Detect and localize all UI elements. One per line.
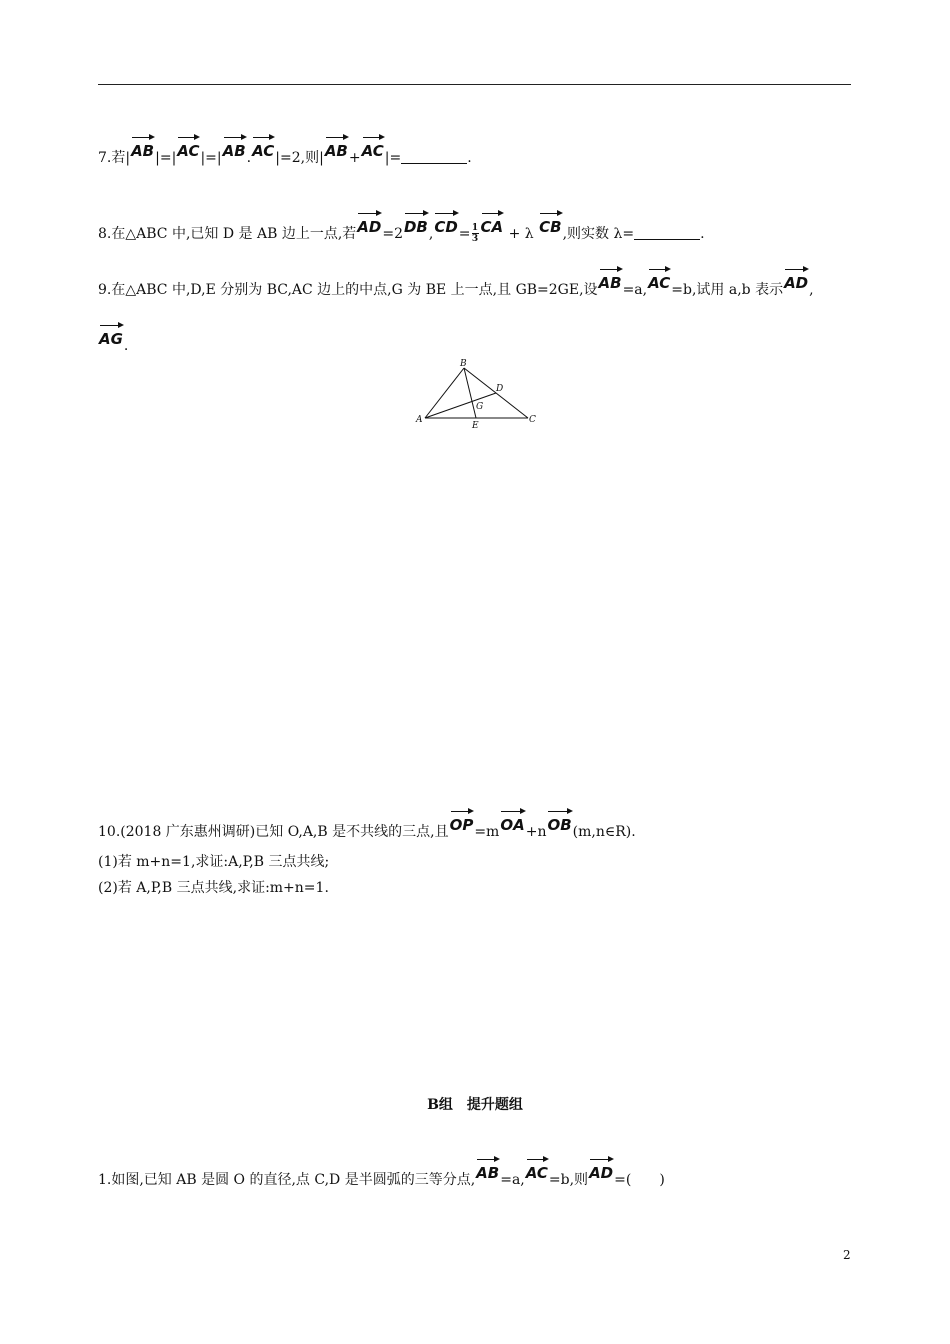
section-heading: B组 提升题组 [427,1097,523,1113]
vector-ad: AD [357,210,381,237]
vector-ab: AB [131,134,154,161]
vector-ac: AC [648,266,670,293]
label-c: C [529,415,536,425]
vector-ab: AB [325,134,348,161]
problem-10-part-1: (1)若 m+n=1,求证:A,P,B 三点共线; [98,854,330,870]
vector-ab: AB [223,134,246,161]
problem-7: 7.若|AB|=|AC|=|AB.AC|=2,则|AB+AC|= . [98,134,472,168]
triangle-figure [408,358,548,430]
problem-9-continued: AG. [98,322,128,356]
label-e: E [472,421,479,430]
segment-ad [425,393,496,418]
vector-ac: AC [177,134,199,161]
vector-ag: AG [99,322,123,349]
vector-ab: AB [599,266,622,293]
label-g: G [476,402,484,412]
vector-ac: AC [362,134,384,161]
problem-10-part-2: (2)若 A,P,B 三点共线,求证:m+n=1. [98,880,329,896]
label-d: D [496,384,504,394]
problem-10: 10.(2018 广东惠州调研)已知 O,A,B 是不共线的三点,且OP=mOA+nOB(m,n∈R). [98,808,636,842]
vector-ob: OB [547,808,571,835]
vector-cd: CD [434,210,457,237]
problem-8: 8.在△ABC 中,已知 D 是 AB 边上一点,若AD=2DB,CD= $\frac{1}{3}$ CA + λ CB,则实数 λ= . [98,210,705,244]
answer-blank[interactable] [401,149,467,164]
vector-ab: AB [476,1156,499,1183]
problem-9: 9.在△ABC 中,D,E 分别为 BC,AC 边上的中点,G 为 BE 上一点,且 GB=2GE,设AB=a,AC=b,试用 a,b 表示AD, [98,266,814,300]
vector-ac: AC [526,1156,548,1183]
header-rule [98,84,851,85]
fraction-one-third: $\frac{1}{3}$ [471,223,479,244]
answer-blank[interactable] [634,225,700,240]
vector-db: DB [404,210,428,237]
b-problem-1: 1.如图,已知 AB 是圆 O 的直径,点 C,D 是半圆弧的三等分点,AB=a,AC=b,则AD=( ) [98,1156,665,1190]
segment-ab [425,368,464,418]
problem-number: 7. [98,150,112,166]
vector-cb: CB [539,210,561,237]
vector-ad: AD [589,1156,613,1183]
page-number: 2 [843,1248,851,1262]
vector-ad: AD [784,266,808,293]
vector-ca: CA [481,210,504,237]
label-b: B [460,359,467,369]
vector-ac: AC [252,134,274,161]
vector-op: OP [450,808,474,835]
vector-oa: OA [500,808,524,835]
label-a: A [416,415,423,425]
